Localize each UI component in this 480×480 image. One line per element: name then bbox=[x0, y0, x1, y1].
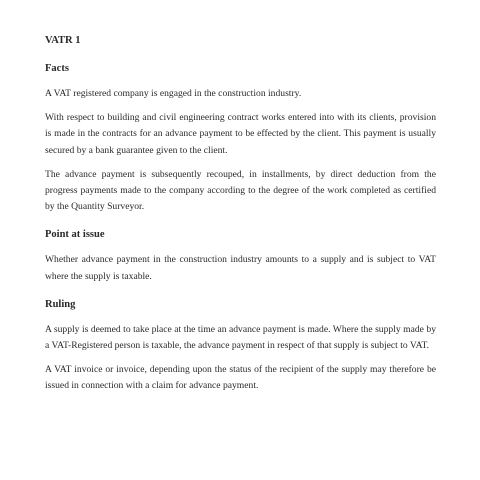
facts-paragraph-2: With respect to building and civil engineering contract works entered into with its clients, provision is made in the contracts for an advance payment to be effected by the client. This payment is usually secured by a bank guarantee given to the client. bbox=[45, 112, 436, 156]
facts-paragraph-1: A VAT registered company is engaged in the construction industry. bbox=[45, 88, 302, 99]
ruling-heading: Ruling bbox=[45, 298, 76, 310]
ruling-paragraph-2: A VAT invoice or invoice, depending upon the status of the recipient of the supply may therefore be issued in connection with a claim for advance payment. bbox=[45, 364, 436, 392]
document-page bbox=[45, 34, 436, 403]
facts-heading: Facts bbox=[45, 63, 69, 74]
facts-paragraph-3: The advance payment is subsequently recouped, in installments, by direct deduction from the progress payments made to the company according to the degree of the work completed as certified by the Quantity Surveyor. bbox=[45, 168, 436, 213]
document-title: VATR 1 bbox=[45, 35, 81, 46]
ruling-paragraph-1: A supply is deemed to take place at the time an advance payment is made. Where the supply made by a VAT-Registered person is taxable, the advance payment in respect of that supply is subject to VAT. bbox=[45, 323, 436, 352]
point-at-issue-paragraph: Whether advance payment in the construction industry amounts to a supply and is subject to VAT where the supply is taxable. bbox=[45, 254, 436, 282]
point-at-issue-heading: Point at issue bbox=[45, 229, 105, 241]
